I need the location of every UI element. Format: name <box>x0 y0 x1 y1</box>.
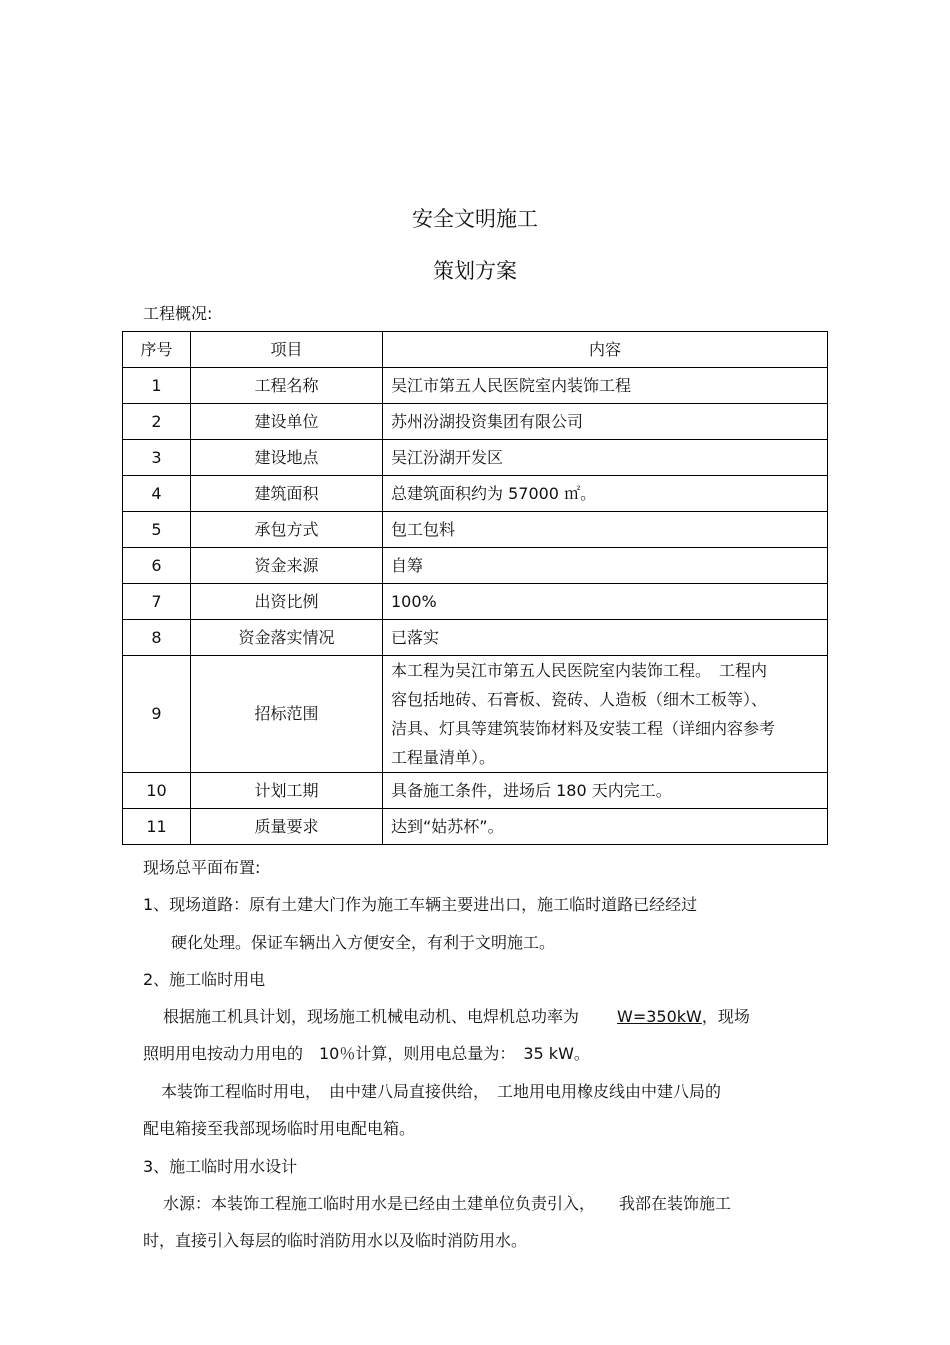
section3-line2: 时，直接引入每层的临时消防用水以及临时消防用水。 <box>143 1231 528 1250</box>
table-row <box>123 620 828 656</box>
power-suffix: ，现场 <box>701 1007 750 1026</box>
row-content: 100% <box>383 584 828 620</box>
section2-para2-line2: 配电箱接至我部现场临时用电配电箱。 <box>143 1119 416 1138</box>
row-content-line: 本工程为吴江市第五人民医院室内装饰工程。 工程内 <box>391 661 768 680</box>
section3-heading: 3、施工临时用水设计 <box>143 1157 298 1176</box>
row-number: 6 <box>123 548 191 584</box>
section2-para1-line2: 照明用电按动力用电的 10％计算，则用电总量为： 35 kW。 <box>143 1044 590 1063</box>
table-row <box>123 368 828 404</box>
row-number: 5 <box>123 512 191 548</box>
section3-line1: 水源：本装饰工程施工临时用水是已经由土建单位负责引入， 我部在装饰施工 <box>163 1194 732 1213</box>
row-number: 2 <box>123 404 191 440</box>
document-subtitle: 策划方案 <box>433 259 517 283</box>
table-header-row <box>123 332 828 368</box>
document-title: 安全文明施工 <box>412 207 538 231</box>
table-row <box>123 548 828 584</box>
header-content: 内容 <box>383 332 828 368</box>
project-overview-table <box>122 331 828 845</box>
row-content: 具备施工条件，进场后 180 天内完工。 <box>383 773 828 809</box>
header-item: 项目 <box>191 332 383 368</box>
row-content: 已落实 <box>383 620 828 656</box>
table-row <box>123 404 828 440</box>
row-item: 招标范围 <box>191 656 383 773</box>
row-number: 3 <box>123 440 191 476</box>
overview-label: 工程概况: <box>143 304 213 323</box>
header-no: 序号 <box>123 332 191 368</box>
table-row <box>123 584 828 620</box>
row-item: 资金落实情况 <box>191 620 383 656</box>
row-content: 吴江汾湖开发区 <box>383 440 828 476</box>
row-content-line: 容包括地砖、石膏板、瓷砖、人造板（细木工板等）、 <box>391 690 768 709</box>
section1-line2: 硬化处理。保证车辆出入方便安全，有利于文明施工。 <box>171 933 556 952</box>
table-row <box>123 476 828 512</box>
row-content: 包工包料 <box>383 512 828 548</box>
row-item: 建设地点 <box>191 440 383 476</box>
table-row <box>123 512 828 548</box>
row-content: 苏州汾湖投资集团有限公司 <box>383 404 828 440</box>
table-row <box>123 440 828 476</box>
table-row <box>123 809 828 845</box>
power-value: W=350kW <box>617 1007 702 1026</box>
row-item: 承包方式 <box>191 512 383 548</box>
row-content: 总建筑面积约为 57000 ㎡。 <box>383 476 828 512</box>
row-item: 建设单位 <box>191 404 383 440</box>
row-item: 计划工期 <box>191 773 383 809</box>
row-number: 1 <box>123 368 191 404</box>
row-content: 自筹 <box>383 548 828 584</box>
row-content <box>383 656 828 773</box>
table-row <box>123 773 828 809</box>
site-layout-label: 现场总平面布置: <box>143 858 261 877</box>
power-text: 根据施工机具计划，现场施工机械电动机、电焊机总功率为 <box>163 1007 580 1026</box>
row-number: 11 <box>123 809 191 845</box>
section1-line1: 1、现场道路：原有土建大门作为施工车辆主要进出口，施工临时道路已经经过 <box>143 895 698 914</box>
table-row <box>123 656 828 773</box>
row-item: 质量要求 <box>191 809 383 845</box>
row-number: 10 <box>123 773 191 809</box>
row-number: 7 <box>123 584 191 620</box>
row-content: 吴江市第五人民医院室内装饰工程 <box>383 368 828 404</box>
row-content: 达到“姑苏杯”。 <box>383 809 828 845</box>
row-item: 建筑面积 <box>191 476 383 512</box>
row-item: 工程名称 <box>191 368 383 404</box>
section2-para1-line1 <box>163 1004 750 1027</box>
section2-heading: 2、施工临时用电 <box>143 970 266 989</box>
row-number: 8 <box>123 620 191 656</box>
row-content-line: 工程量清单）。 <box>391 748 496 767</box>
row-item: 资金来源 <box>191 548 383 584</box>
row-item: 出资比例 <box>191 584 383 620</box>
row-number: 4 <box>123 476 191 512</box>
row-number: 9 <box>123 656 191 773</box>
row-content-line: 洁具、灯具等建筑装饰材料及安装工程（详细内容参考 <box>391 719 776 738</box>
section2-para2-line1: 本装饰工程临时用电， 由中建八局直接供给， 工地用电用橡皮线由中建八局的 <box>161 1082 722 1101</box>
